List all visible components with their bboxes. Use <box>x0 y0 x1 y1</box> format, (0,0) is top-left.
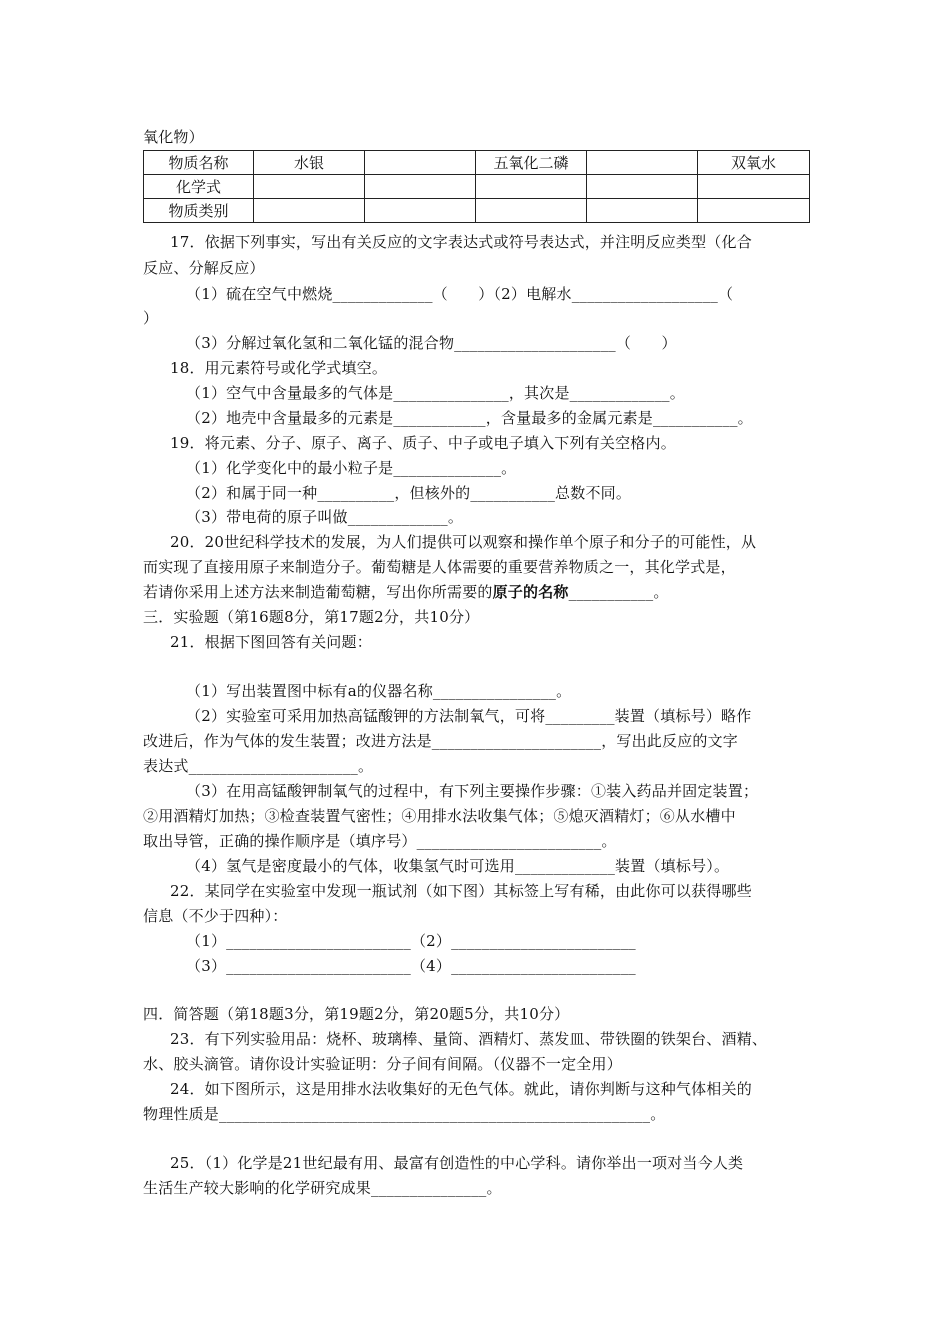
text-line: ②用酒精灯加热；③检查装置气密性；④用排水法收集气体；⑤熄灭酒精灯；⑥从水槽中 <box>143 807 736 825</box>
text-line: （1）空气中含量最多的气体是_______________，其次是_____________。 <box>186 384 685 402</box>
table-cell <box>254 199 365 223</box>
question-17: 17．依据下列事实，写出有关反应的文字表达式或符号表达式，并注明反应类型（化合 <box>170 233 752 251</box>
question-24: 24．如下图所示，这是用排水法收集好的无色气体。就此，请你判断与这种气体相关的 <box>170 1080 752 1098</box>
text-line: （1）________________________（2）________________________ <box>186 932 636 950</box>
table-cell <box>254 175 365 199</box>
text-line: （1）化学变化中的最小粒子是______________。 <box>186 459 517 477</box>
text-line <box>143 582 669 602</box>
text-line: （2）地壳中含量最多的元素是____________，含量最多的金属元素是___________。 <box>186 409 753 427</box>
text-line: 生活生产较大影响的化学研究成果_______________。 <box>143 1179 502 1197</box>
table-row <box>144 175 810 199</box>
text-line: 物理性质是________________________________________________________。 <box>143 1105 666 1123</box>
text-line: （4）氢气是密度最小的气体，收集氢气时可选用_____________装置（填标号）。 <box>186 857 730 875</box>
table-cell <box>365 199 476 223</box>
text-line: 而实现了直接用原子来制造分子。葡萄糖是人体需要的重要营养物质之一，其化学式是， <box>143 558 736 576</box>
question-18: 18．用元素符号或化学式填空。 <box>170 359 388 377</box>
text-line: （1）写出装置图中标有a的仪器名称________________。 <box>186 682 572 700</box>
text-line: ） <box>143 309 159 327</box>
table-cell <box>365 175 476 199</box>
text-segment: ___________。 <box>568 583 669 601</box>
text-line: 表达式______________________。 <box>143 757 374 775</box>
section-heading-4: 四．简答题（第18题3分，第19题2分，第20题5分，共10分） <box>143 1005 570 1023</box>
question-25: 25．（1）化学是21世纪最有用、最富有创造性的中心学科。请你举出一项对当今人类 <box>170 1154 744 1172</box>
bold-text: 原子的名称 <box>492 583 569 601</box>
table-cell <box>365 151 476 175</box>
table-cell: 五氧化二磷 <box>476 151 587 175</box>
table-cell <box>698 175 810 199</box>
table-cell <box>476 199 587 223</box>
question-20: 20．20世纪科学技术的发展，为人们提供可以观察和操作单个原子和分子的可能性，从 <box>170 533 757 551</box>
table-cell: 双氧水 <box>698 151 810 175</box>
table-row <box>144 151 810 175</box>
table-cell: 化学式 <box>144 175 254 199</box>
text-line: （3）在用高锰酸钾制氧气的过程中，有下列主要操作步骤：①装入药品并固定装置； <box>186 782 759 800</box>
question-23: 23．有下列实验用品：烧杯、玻璃棒、量筒、酒精灯、蒸发皿、带铁圈的铁架台、酒精、 <box>170 1030 768 1048</box>
table-cell <box>587 199 698 223</box>
text-line: 取出导管，正确的操作顺序是（填序号）________________________。 <box>143 832 617 850</box>
question-22: 22．某同学在实验室中发现一瓶试剂（如下图）其标签上写有稀，由此你可以获得哪些 <box>170 882 752 900</box>
table-cell <box>587 175 698 199</box>
text-line: （3）带电荷的原子叫做_____________。 <box>186 508 464 526</box>
text-line: （3）分解过氧化氢和二氧化锰的混合物_____________________（ ） <box>186 334 677 352</box>
text-segment: 若请你采用上述方法来制造葡萄糖，写出你所需要的 <box>143 583 493 601</box>
text-line: 反应、分解反应） <box>143 259 265 277</box>
text-line: 氧化物） <box>143 128 204 146</box>
table-cell <box>698 199 810 223</box>
text-line: （3）________________________（4）________________________ <box>186 957 636 975</box>
table-cell: 水银 <box>254 151 365 175</box>
table-cell <box>476 175 587 199</box>
text-line: 水、胶头滴管。请你设计实验证明：分子间有间隔。（仪器不一定全用） <box>143 1055 622 1073</box>
section-heading-3: 三．实验题（第16题8分，第17题2分，共10分） <box>143 608 480 626</box>
table-row <box>144 199 810 223</box>
text-line: （2）和属于同一种__________，但核外的___________总数不同。 <box>186 484 632 502</box>
table-cell: 物质类别 <box>144 199 254 223</box>
text-line: （2）实验室可采用加热高锰酸钾的方法制氧气，可将_________装置（填标号）略作 <box>186 707 752 725</box>
text-line: 信息（不少于四种）： <box>143 907 288 925</box>
question-19: 19．将元素、分子、原子、离子、质子、中子或电子填入下列有关空格内。 <box>170 434 676 452</box>
table-cell: 物质名称 <box>144 151 254 175</box>
text-line: （1）硫在空气中燃烧_____________（ ）（2）电解水___________________（ <box>186 285 734 303</box>
substance-table <box>143 150 810 223</box>
table-cell <box>587 151 698 175</box>
text-line: 改进后，作为气体的发生装置；改进方法是______________________，写出此反应的文字 <box>143 732 739 750</box>
question-21: 21．根据下图回答有关问题： <box>170 633 372 651</box>
